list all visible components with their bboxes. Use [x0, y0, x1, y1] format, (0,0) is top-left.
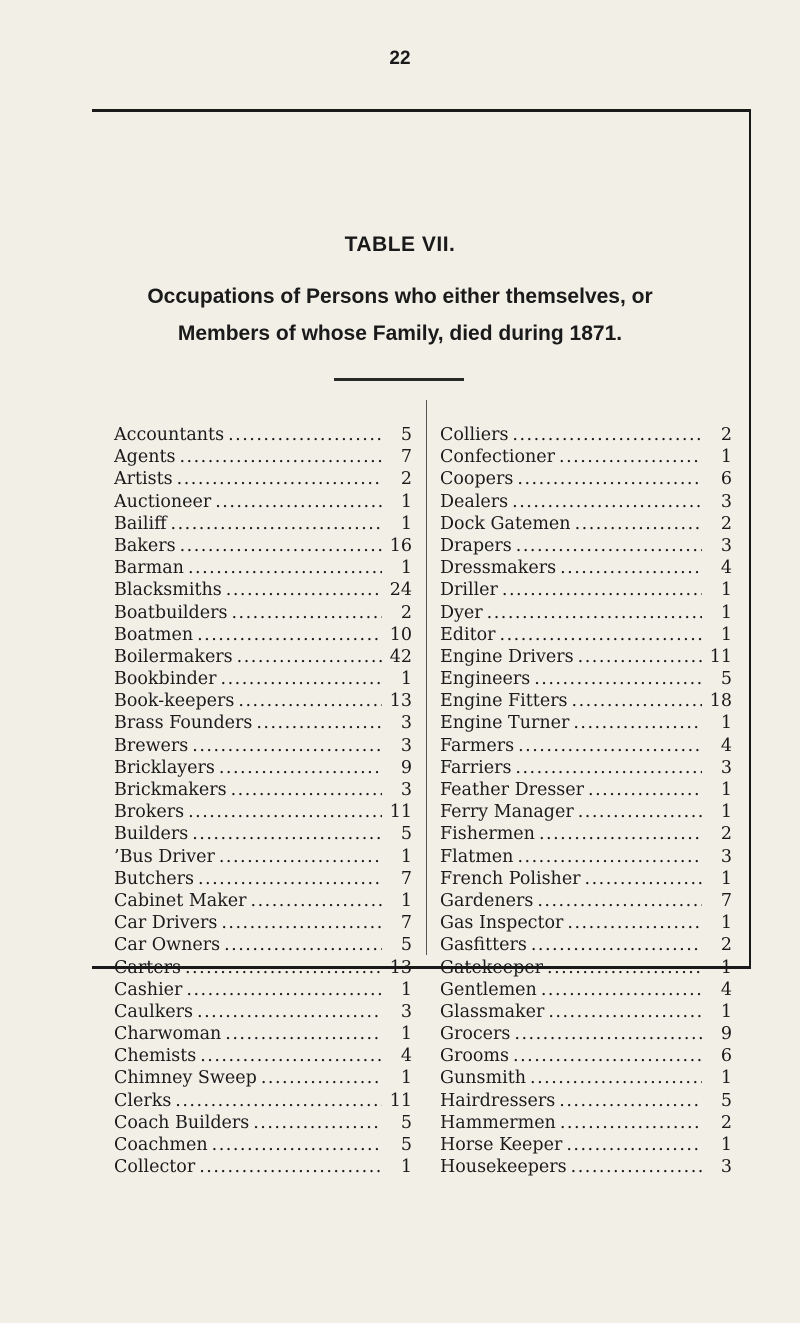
death-count: 42 — [389, 646, 412, 667]
occupation-name: Car Owners — [114, 935, 221, 956]
occupation-name: Auctioneer — [114, 491, 212, 512]
occupation-name: Flatmen — [440, 846, 514, 867]
death-count: 1 — [400, 979, 412, 1000]
leader-dots — [256, 712, 382, 734]
leader-dots — [212, 1134, 382, 1156]
death-count: 6 — [720, 469, 732, 490]
death-count: 5 — [400, 425, 412, 445]
leader-dots — [559, 446, 702, 468]
occupation-row — [440, 513, 732, 535]
leader-dots — [537, 890, 702, 912]
leader-dots — [197, 624, 382, 646]
occupation-name: Builders — [114, 824, 189, 845]
death-count: 1 — [720, 602, 732, 623]
leader-dots — [512, 491, 702, 513]
leader-dots — [518, 735, 702, 757]
occupation-name: Gasfitters — [440, 935, 527, 956]
occupation-name: Boilermakers — [114, 646, 233, 667]
leader-dots — [547, 957, 702, 979]
death-count: 1 — [720, 868, 732, 889]
death-count: 1 — [720, 447, 732, 468]
occupation-row — [440, 890, 732, 912]
leader-dots — [261, 1067, 382, 1089]
occupation-name: French Polisher — [440, 868, 581, 889]
occupation-row — [114, 1112, 412, 1134]
death-count: 4 — [400, 1046, 412, 1067]
death-count: 3 — [720, 535, 732, 556]
death-count: 13 — [389, 691, 412, 712]
leader-dots — [539, 823, 702, 845]
occupation-name: Grooms — [440, 1046, 509, 1067]
death-count: 3 — [720, 757, 732, 778]
leader-dots — [200, 1045, 382, 1067]
occupation-name: Coopers — [440, 469, 514, 490]
occupation-row — [440, 491, 732, 513]
leader-dots — [517, 846, 702, 868]
occupation-name: Drapers — [440, 535, 512, 556]
occupation-row — [114, 1090, 412, 1112]
occupation-row — [114, 1067, 412, 1089]
death-count: 1 — [400, 669, 412, 690]
leader-dots — [517, 468, 702, 490]
occupation-name: Engine Fitters — [440, 691, 568, 712]
occupation-row — [440, 579, 732, 601]
occupation-row — [440, 1045, 732, 1067]
occupation-name: Dock Gatemen — [440, 513, 571, 534]
occupation-name: Fishermen — [440, 824, 535, 845]
death-count: 24 — [389, 580, 412, 601]
occupation-name: Cashier — [114, 979, 183, 1000]
occupation-name: Driller — [440, 580, 498, 601]
leader-dots — [188, 801, 382, 823]
occupation-row — [114, 801, 412, 823]
occupation-row — [114, 934, 412, 956]
death-count: 7 — [400, 447, 412, 468]
death-count: 11 — [389, 1090, 412, 1111]
occupation-row — [114, 602, 412, 624]
leader-dots — [215, 491, 382, 513]
occupation-name: Feather Dresser — [440, 780, 584, 800]
occupation-name: ’Bus Driver — [114, 846, 215, 867]
leader-dots — [253, 1112, 382, 1134]
death-count: 2 — [720, 824, 732, 845]
death-count: 16 — [389, 535, 412, 556]
occupation-row — [114, 868, 412, 890]
occupation-name: Bricklayers — [114, 757, 215, 778]
leader-dots — [530, 1067, 702, 1089]
leader-dots — [225, 1023, 382, 1045]
occupation-name: Gentlemen — [440, 979, 537, 1000]
occupation-name: Brickmakers — [114, 780, 227, 800]
occupations-left-column — [114, 424, 412, 1178]
leader-dots — [573, 712, 702, 734]
leader-dots — [487, 602, 702, 624]
death-count: 1 — [720, 713, 732, 734]
leader-dots — [571, 1156, 702, 1178]
leader-dots — [180, 535, 382, 557]
leader-dots — [224, 934, 382, 956]
occupation-row — [114, 579, 412, 601]
death-count: 3 — [400, 713, 412, 734]
leader-dots — [541, 979, 702, 1001]
death-count: 2 — [720, 1112, 732, 1133]
occupation-name: Farriers — [440, 757, 512, 778]
title-rule — [334, 378, 464, 381]
occupation-row — [114, 424, 412, 446]
occupation-row — [114, 846, 412, 868]
death-count: 3 — [400, 735, 412, 756]
death-count: 1 — [400, 846, 412, 867]
leader-dots — [171, 513, 382, 535]
leader-dots — [219, 846, 382, 868]
death-count: 1 — [400, 1068, 412, 1089]
occupation-name: Clerks — [114, 1090, 172, 1111]
leader-dots — [575, 513, 702, 535]
death-count: 1 — [400, 1157, 412, 1178]
occupation-row — [440, 1112, 732, 1134]
occupation-row — [440, 602, 732, 624]
occupation-row — [114, 1001, 412, 1023]
leader-dots — [578, 646, 702, 668]
table-title: TABLE VII. — [344, 233, 456, 256]
leader-dots — [197, 1001, 382, 1023]
occupation-name: Carters — [114, 957, 181, 978]
occupation-name: Engine Turner — [440, 713, 570, 734]
occupation-name: Glassmaker — [440, 1001, 545, 1022]
death-count: 1 — [400, 513, 412, 534]
occupation-name: Bakers — [114, 535, 176, 556]
death-count: 3 — [720, 846, 732, 867]
leader-dots — [559, 1090, 702, 1112]
death-count: 2 — [720, 935, 732, 956]
occupation-row — [440, 1067, 732, 1089]
death-count: 7 — [400, 868, 412, 889]
occupation-name: Chemists — [114, 1046, 197, 1067]
leader-dots — [221, 912, 382, 934]
occupation-row — [440, 779, 732, 801]
occupation-name: Artists — [114, 469, 173, 490]
death-count: 1 — [400, 1024, 412, 1045]
occupation-row — [114, 979, 412, 1001]
occupation-row — [440, 557, 732, 579]
occupation-row — [114, 890, 412, 912]
death-count: 1 — [720, 913, 732, 934]
leader-dots — [231, 602, 382, 624]
occupation-name: Chimney Sweep — [114, 1068, 257, 1089]
leader-dots — [560, 1112, 702, 1134]
occupation-row — [114, 712, 412, 734]
occupation-row — [440, 712, 732, 734]
leader-dots — [198, 868, 382, 890]
occupation-name: Dyer — [440, 602, 483, 623]
death-count: 7 — [400, 913, 412, 934]
death-count: 5 — [400, 935, 412, 956]
occupation-name: Brokers — [114, 802, 185, 823]
occupation-row — [114, 957, 412, 979]
occupation-name: Book-keepers — [114, 691, 235, 712]
occupation-name: Brewers — [114, 735, 189, 756]
leader-dots — [251, 890, 382, 912]
leader-dots — [534, 668, 702, 690]
death-count: 11 — [389, 802, 412, 823]
occupation-name: Accountants — [114, 425, 225, 445]
occupation-name: Charwoman — [114, 1024, 222, 1045]
death-count: 1 — [400, 890, 412, 911]
death-count: 10 — [389, 624, 412, 645]
death-count: 18 — [709, 691, 732, 712]
death-count: 5 — [400, 1112, 412, 1133]
leader-dots — [502, 579, 702, 601]
occupation-row — [440, 1023, 732, 1045]
death-count: 11 — [709, 646, 732, 667]
occupation-row — [440, 934, 732, 956]
occupation-name: Horse Keeper — [440, 1135, 563, 1155]
leader-dots — [531, 934, 702, 956]
leader-dots — [513, 1045, 702, 1067]
occupation-name: Coach Builders — [114, 1112, 250, 1133]
occupation-row — [114, 535, 412, 557]
leader-dots — [567, 912, 702, 934]
death-count: 3 — [400, 780, 412, 800]
occupation-row — [440, 823, 732, 845]
occupation-row — [114, 1023, 412, 1045]
leader-dots — [548, 1001, 702, 1023]
occupation-name: Gunsmith — [440, 1068, 526, 1089]
leader-dots — [177, 468, 382, 490]
death-count: 1 — [720, 624, 732, 645]
occupation-row — [440, 1156, 732, 1178]
occupation-row — [114, 468, 412, 490]
leader-dots — [188, 557, 382, 579]
occupation-row — [114, 446, 412, 468]
leader-dots — [500, 624, 702, 646]
occupation-row — [114, 1156, 412, 1178]
occupation-row — [440, 424, 732, 446]
occupation-name: Housekeepers — [440, 1157, 567, 1178]
leader-dots — [515, 757, 702, 779]
occupation-row — [440, 646, 732, 668]
occupation-row — [440, 668, 732, 690]
occupation-name: Bailiff — [114, 513, 167, 534]
leader-dots — [221, 668, 382, 690]
occupation-row — [440, 757, 732, 779]
death-count: 3 — [720, 1157, 732, 1178]
death-count: 1 — [400, 558, 412, 579]
occupation-row — [440, 735, 732, 757]
occupation-name: Cabinet Maker — [114, 890, 247, 911]
leader-dots — [585, 868, 702, 890]
death-count: 4 — [720, 979, 732, 1000]
death-count: 4 — [720, 735, 732, 756]
leader-dots — [588, 779, 702, 801]
occupation-row — [440, 468, 732, 490]
occupation-row — [114, 646, 412, 668]
occupation-name: Collector — [114, 1157, 196, 1178]
occupation-row — [114, 513, 412, 535]
leader-dots — [566, 1134, 702, 1156]
occupation-name: Grocers — [440, 1024, 511, 1045]
occupation-name: Gas Inspector — [440, 913, 564, 934]
leader-dots — [228, 424, 382, 446]
leader-dots — [179, 446, 382, 468]
occupation-row — [114, 557, 412, 579]
occupation-row — [440, 846, 732, 868]
death-count: 3 — [400, 1001, 412, 1022]
occupation-name: Engine Drivers — [440, 646, 574, 667]
table-subtitle-line-2: Members of whose Family, died during 1871. — [177, 322, 623, 345]
occupation-name: Butchers — [114, 868, 194, 889]
death-count: 3 — [720, 491, 732, 512]
occupation-name: Confectioner — [440, 447, 555, 468]
occupation-name: Editor — [440, 624, 496, 645]
occupation-row — [114, 690, 412, 712]
occupation-row — [114, 823, 412, 845]
occupation-name: Coachmen — [114, 1135, 208, 1155]
occupation-name: Dressmakers — [440, 558, 557, 579]
death-count: 2 — [720, 425, 732, 445]
death-count: 9 — [720, 1024, 732, 1045]
leader-dots — [512, 424, 702, 446]
leader-dots — [199, 1156, 382, 1178]
occupation-row — [440, 868, 732, 890]
occupation-row — [440, 1001, 732, 1023]
occupation-row — [114, 624, 412, 646]
occupation-name: Barman — [114, 558, 184, 579]
occupation-row — [440, 1134, 732, 1156]
occupation-row — [114, 1045, 412, 1067]
leader-dots — [185, 957, 382, 979]
leader-dots — [192, 735, 382, 757]
death-count: 1 — [400, 491, 412, 512]
death-count: 1 — [720, 780, 732, 800]
table-subtitle-line-1: Occupations of Persons who either themselves, or — [147, 285, 653, 308]
occupation-row — [114, 757, 412, 779]
occupation-row — [440, 979, 732, 1001]
occupation-row — [440, 912, 732, 934]
occupation-name: Hammermen — [440, 1112, 556, 1133]
death-count: 7 — [720, 890, 732, 911]
occupation-name: Ferry Manager — [440, 802, 574, 823]
leader-dots — [226, 579, 382, 601]
death-count: 9 — [400, 757, 412, 778]
leader-dots — [192, 823, 382, 845]
death-count: 1 — [720, 1135, 732, 1155]
leader-dots — [560, 557, 702, 579]
death-count: 2 — [400, 469, 412, 490]
leader-dots — [514, 1023, 702, 1045]
death-count: 13 — [389, 957, 412, 978]
occupation-row — [440, 446, 732, 468]
occupation-name: Hairdressers — [440, 1090, 556, 1111]
death-count: 2 — [720, 513, 732, 534]
occupation-name: Blacksmiths — [114, 580, 222, 601]
occupation-row — [440, 1090, 732, 1112]
occupation-row — [114, 912, 412, 934]
death-count: 5 — [400, 824, 412, 845]
occupations-right-column — [440, 424, 732, 1178]
occupation-name: Bookbinder — [114, 669, 217, 690]
leader-dots — [237, 646, 382, 668]
leader-dots — [175, 1090, 382, 1112]
leader-dots — [516, 535, 702, 557]
occupation-name: Brass Founders — [114, 713, 253, 734]
leader-dots — [231, 779, 382, 801]
occupation-row — [440, 535, 732, 557]
occupation-name: Gatekeeper — [440, 957, 544, 978]
occupation-row — [440, 624, 732, 646]
leader-dots — [238, 690, 382, 712]
death-count: 1 — [720, 1001, 732, 1022]
occupation-name: Farmers — [440, 735, 515, 756]
occupation-row — [114, 779, 412, 801]
leader-dots — [219, 757, 382, 779]
death-count: 5 — [720, 669, 732, 690]
occupation-row — [114, 735, 412, 757]
occupation-row — [440, 801, 732, 823]
occupation-name: Engineers — [440, 669, 531, 690]
occupation-name: Colliers — [440, 425, 509, 445]
death-count: 4 — [720, 558, 732, 579]
death-count: 5 — [400, 1135, 412, 1155]
occupation-name: Agents — [114, 447, 176, 468]
occupation-name: Caulkers — [114, 1001, 193, 1022]
death-count: 2 — [400, 602, 412, 623]
death-count: 1 — [720, 1068, 732, 1089]
occupation-row — [114, 668, 412, 690]
death-count: 1 — [720, 957, 732, 978]
occupation-name: Boatmen — [114, 624, 194, 645]
death-count: 6 — [720, 1046, 732, 1067]
occupation-name: Gardeners — [440, 890, 534, 911]
leader-dots — [572, 690, 702, 712]
death-count: 1 — [720, 802, 732, 823]
occupation-row — [440, 690, 732, 712]
page-number: 22 — [389, 48, 411, 69]
occupation-row — [440, 957, 732, 979]
occupation-name: Dealers — [440, 491, 509, 512]
death-count: 5 — [720, 1090, 732, 1111]
occupation-name: Car Drivers — [114, 913, 218, 934]
occupation-name: Boatbuilders — [114, 602, 228, 623]
leader-dots — [186, 979, 382, 1001]
occupation-row — [114, 1134, 412, 1156]
column-divider — [426, 400, 427, 955]
occupation-row — [114, 491, 412, 513]
leader-dots — [578, 801, 702, 823]
death-count: 1 — [720, 580, 732, 601]
